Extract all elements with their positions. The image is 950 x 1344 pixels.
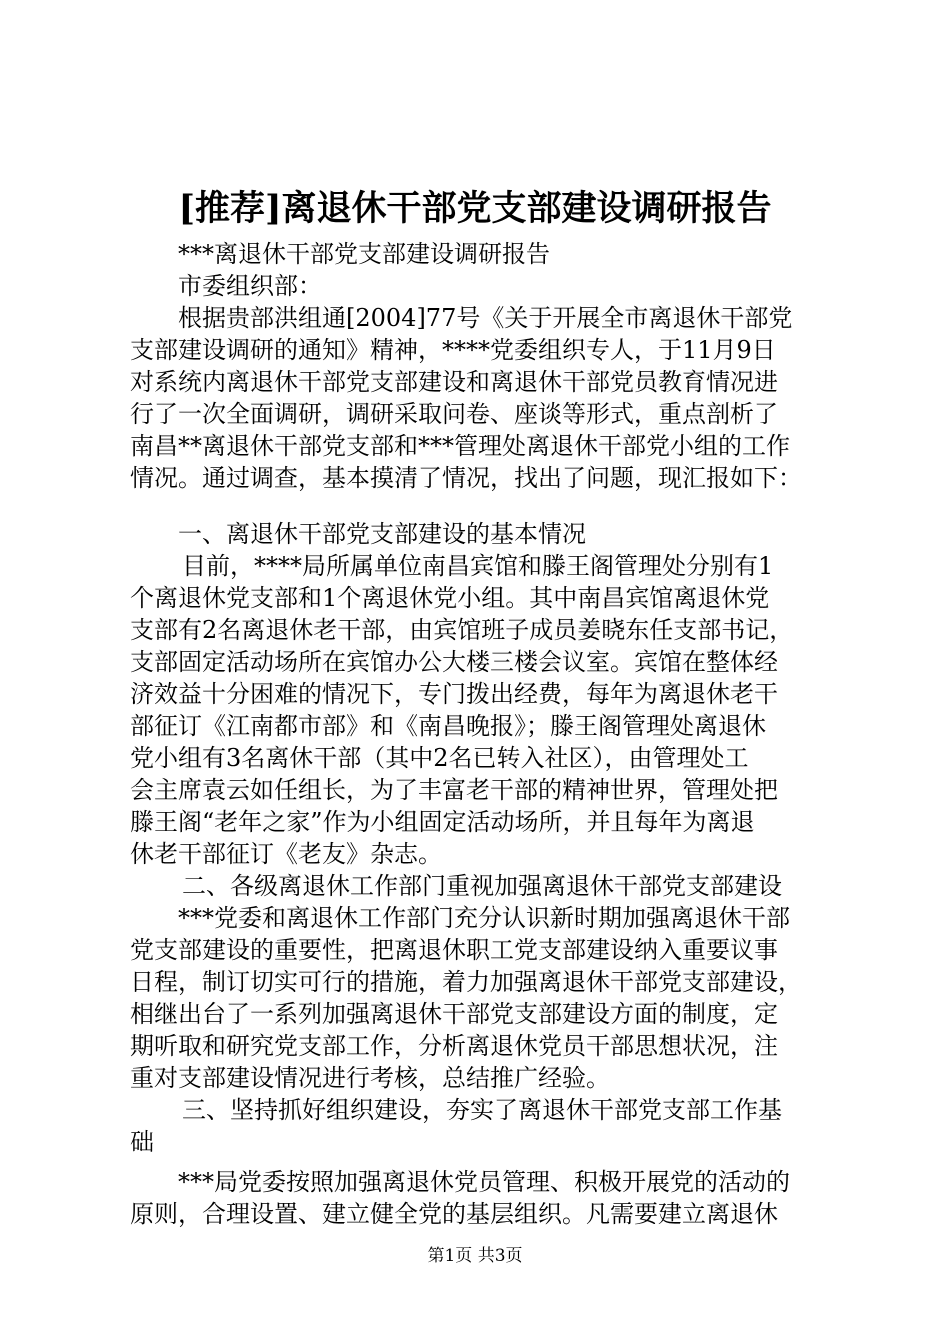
paragraph-line: 支部建设调研的通知》精神，****党委组织专人，于11月9日 bbox=[130, 336, 776, 364]
section-heading: 一、离退休干部党支部建设的基本情况 bbox=[178, 520, 586, 548]
paragraph-line: ***局党委按照加强离退休党员管理、积极开展党的活动的 bbox=[178, 1168, 790, 1196]
section-heading: 三、坚持抓好组织建设，夯实了离退休干部党支部工作基 bbox=[182, 1096, 782, 1124]
paragraph-line: 个离退休党支部和1个离退休党小组。其中南昌宾馆离退休党 bbox=[130, 584, 770, 612]
paragraph-gap bbox=[130, 1158, 830, 1166]
paragraph-line: 支部有2名离退休老干部，由宾馆班子成员姜晓东任支部书记， bbox=[130, 616, 794, 644]
paragraph-line: 党小组有3名离休干部（其中2名已转入社区），由管理处工 bbox=[130, 744, 749, 772]
paragraph-gap bbox=[130, 494, 830, 518]
paragraph-line: 原则，合理设置、建立健全党的基层组织。凡需要建立离退休 bbox=[130, 1200, 778, 1228]
page-number-footer: 第1页 共3页 bbox=[427, 1246, 523, 1266]
paragraph-line: 情况。通过调查，基本摸清了情况，找出了问题，现汇报如下： bbox=[130, 464, 802, 492]
paragraph-line: 支部固定活动场所在宾馆办公大楼三楼会议室。宾馆在整体经 bbox=[130, 648, 778, 676]
paragraph-line: 会主席袁云如任组长，为了丰富老干部的精神世界，管理处把 bbox=[130, 776, 778, 804]
paragraph-line: 根据贵部洪组通[2004]77号《关于开展全市离退休干部党 bbox=[178, 304, 793, 332]
paragraph-line: 济效益十分困难的情况下，专门拨出经费，每年为离退休老干 bbox=[130, 680, 778, 708]
paragraph-line: 目前，****局所属单位南昌宾馆和滕王阁管理处分别有1 bbox=[182, 552, 774, 580]
paragraph-line: 部征订《江南都市部》和《南昌晚报》；滕王阁管理处离退休 bbox=[130, 712, 766, 740]
report-subtitle: ***离退休干部党支部建设调研报告 bbox=[178, 240, 550, 268]
paragraph-line: 对系统内离退休干部党支部建设和离退休干部党员教育情况进 bbox=[130, 368, 778, 396]
paragraph-line: 滕王阁“老年之家”作为小组固定活动场所，并且每年为离退 bbox=[130, 808, 755, 836]
paragraph-line: 行了一次全面调研，调研采取问卷、座谈等形式，重点剖析了 bbox=[130, 400, 778, 428]
section-heading-continued: 础 bbox=[130, 1128, 154, 1156]
page-title: [推荐]离退休干部党支部建设调研报告 bbox=[178, 188, 772, 229]
paragraph-line: 南昌**离退休干部党支部和***管理处离退休干部党小组的工作 bbox=[130, 432, 790, 460]
section-heading: 二、各级离退休工作部门重视加强离退休干部党支部建设 bbox=[182, 872, 782, 900]
paragraph-line: 日程，制订切实可行的措施，着力加强离退休干部党支部建设， bbox=[130, 968, 802, 996]
paragraph-line: 休老干部征订《老友》杂志。 bbox=[130, 840, 442, 868]
paragraph-line: 相继出台了一系列加强离退休干部党支部建设方面的制度，定 bbox=[130, 1000, 778, 1028]
paragraph-line: ***党委和离退休工作部门充分认识新时期加强离退休干部 bbox=[178, 904, 790, 932]
paragraph-line: 重对支部建设情况进行考核，总结推广经验。 bbox=[130, 1064, 610, 1092]
paragraph-line: 党支部建设的重要性，把离退休职工党支部建设纳入重要议事 bbox=[130, 936, 778, 964]
paragraph-line: 期听取和研究党支部工作，分析离退休党员干部思想状况，注 bbox=[130, 1032, 778, 1060]
document-body bbox=[130, 238, 830, 1230]
addressee: 市委组织部： bbox=[178, 272, 322, 300]
